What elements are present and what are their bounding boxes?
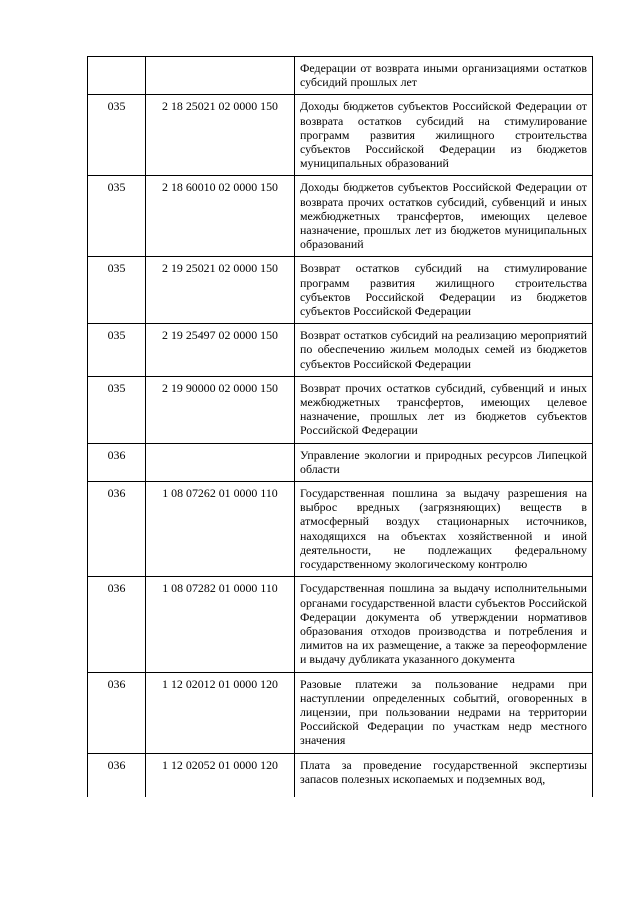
revenue-name-cell: Доходы бюджетов субъектов Российской Федерации от возврата прочих остатков субсидий, субвенций и иных межбюджетных трансфертов, имеющих целевое назначение, прошлых лет из бюджетов муниципальных образований bbox=[295, 176, 593, 257]
revenue-code-cell bbox=[146, 57, 295, 95]
revenue-name-cell: Возврат остатков субсидий на стимулирование программ развития жилищного строительства субъектов Российской Федерации из бюджетов субъектов Российской Федерации bbox=[295, 257, 593, 324]
table-row bbox=[88, 753, 593, 797]
revenue-code-cell: 2 19 25021 02 0000 150 bbox=[146, 257, 295, 324]
admin-code-cell: 035 bbox=[88, 376, 146, 443]
revenue-name-cell: Доходы бюджетов субъектов Российской Федерации от возврата остатков субсидий на стимулирование программ развития жилищного строительства субъектов Российской Федерации из бюджетов муниципальных образований bbox=[295, 95, 593, 176]
revenue-name-cell: Плата за проведение государственной экспертизы запасов полезных ископаемых и подземных вод, bbox=[295, 753, 593, 797]
admin-code-cell: 036 bbox=[88, 672, 146, 753]
admin-code-cell: 036 bbox=[88, 753, 146, 797]
revenue-code-cell: 1 08 07262 01 0000 110 bbox=[146, 482, 295, 577]
revenue-code-cell: 2 19 90000 02 0000 150 bbox=[146, 376, 295, 443]
admin-code-cell: 036 bbox=[88, 482, 146, 577]
revenue-name-cell: Возврат остатков субсидий на реализацию мероприятий по обеспечению жильем молодых семей из бюджетов субъектов Российской Федерации bbox=[295, 324, 593, 377]
admin-code-cell: 035 bbox=[88, 257, 146, 324]
revenue-code-cell: 1 08 07282 01 0000 110 bbox=[146, 577, 295, 672]
revenue-code-cell bbox=[146, 443, 295, 481]
revenue-codes-table bbox=[87, 56, 593, 797]
admin-code-cell: 036 bbox=[88, 443, 146, 481]
table-row bbox=[88, 577, 593, 672]
table-row bbox=[88, 95, 593, 176]
revenue-code-cell: 1 12 02052 01 0000 120 bbox=[146, 753, 295, 797]
admin-code-cell: 035 bbox=[88, 95, 146, 176]
revenue-name-cell: Федерации от возврата иными организациями остатков субсидий прошлых лет bbox=[295, 57, 593, 95]
table-row bbox=[88, 257, 593, 324]
table-row bbox=[88, 57, 593, 95]
table-row bbox=[88, 482, 593, 577]
admin-code-cell: 035 bbox=[88, 176, 146, 257]
revenue-name-cell: Управление экологии и природных ресурсов Липецкой области bbox=[295, 443, 593, 481]
admin-code-cell: 035 bbox=[88, 324, 146, 377]
revenue-name-cell: Разовые платежи за пользование недрами при наступлении определенных событий, оговоренных в лицензии, при пользовании недрами на территории Российской Федерации по участкам недр местного значения bbox=[295, 672, 593, 753]
table-row bbox=[88, 376, 593, 443]
table-row bbox=[88, 443, 593, 481]
admin-code-cell: 036 bbox=[88, 577, 146, 672]
revenue-name-cell: Государственная пошлина за выдачу разрешения на выброс вредных (загрязняющих) веществ в атмосферный воздух стационарных источников, находящихся на объектах хозяйственной и иной деятельности, не подлежащих федеральному государственному экологическому контролю bbox=[295, 482, 593, 577]
revenue-code-cell: 2 19 25497 02 0000 150 bbox=[146, 324, 295, 377]
revenue-name-cell: Государственная пошлина за выдачу исполнительными органами государственной власти субъектов Российской Федерации документа об утверждении нормативов образования отходов производства и потребления и лимитов на их размещение, а также за переоформление и выдачу дубликата указанного документа bbox=[295, 577, 593, 672]
admin-code-cell bbox=[88, 57, 146, 95]
revenue-code-cell: 2 18 25021 02 0000 150 bbox=[146, 95, 295, 176]
revenue-code-cell: 2 18 60010 02 0000 150 bbox=[146, 176, 295, 257]
table-row bbox=[88, 672, 593, 753]
revenue-name-cell: Возврат прочих остатков субсидий, субвенций и иных межбюджетных трансфертов, имеющих целевое назначение, прошлых лет из бюджетов субъектов Российской Федерации bbox=[295, 376, 593, 443]
revenue-code-cell: 1 12 02012 01 0000 120 bbox=[146, 672, 295, 753]
table-row bbox=[88, 176, 593, 257]
table-row bbox=[88, 324, 593, 377]
